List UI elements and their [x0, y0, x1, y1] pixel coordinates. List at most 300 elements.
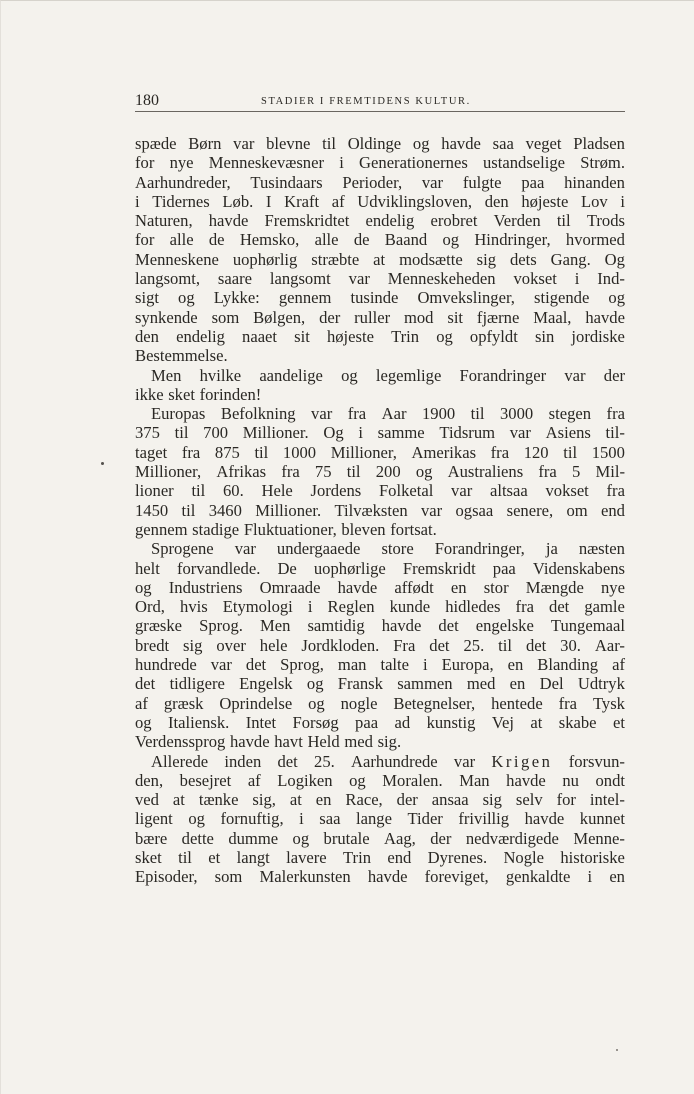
word: brutale	[323, 828, 370, 848]
word: Sprogene	[151, 539, 214, 559]
word: i	[358, 423, 363, 443]
word: og	[415, 462, 433, 482]
word: kunnet	[579, 809, 625, 829]
text-line	[135, 655, 625, 674]
word: 120	[523, 442, 549, 462]
word: blevne	[266, 134, 311, 153]
word: Menneskene	[135, 249, 219, 269]
word: end	[601, 500, 625, 520]
word: hidledes	[445, 597, 501, 617]
word: det	[245, 655, 267, 675]
word: et	[612, 712, 625, 732]
word: Trin	[343, 847, 371, 867]
word: havt	[274, 732, 303, 752]
word: ogsaa	[455, 500, 494, 520]
word: uophørlige	[313, 558, 386, 578]
word: i	[339, 153, 344, 173]
word: forsvun-	[568, 751, 625, 771]
word: Verden	[493, 211, 541, 231]
word: samme	[377, 423, 425, 443]
word: Menneskeheden	[387, 269, 496, 289]
word: i	[574, 269, 580, 289]
word: 30.	[560, 635, 581, 655]
word: 875	[214, 442, 240, 462]
word: Europas	[151, 404, 206, 424]
word: til	[556, 211, 571, 231]
word: sig	[183, 635, 203, 655]
word: tidligere	[169, 674, 225, 694]
word: Millioner.	[242, 423, 309, 443]
word: 60.	[223, 481, 244, 501]
word: Amerikas	[411, 442, 477, 462]
word: Udtryk	[577, 674, 625, 694]
word: der	[396, 790, 418, 810]
word: med	[344, 732, 373, 752]
word: en	[450, 577, 467, 597]
word: ja	[545, 539, 558, 559]
word: var	[233, 134, 255, 153]
word: af	[612, 655, 625, 675]
text-line	[135, 443, 625, 462]
word: Børn	[188, 134, 222, 153]
word: spæde	[135, 134, 177, 153]
word: langsomt	[269, 269, 331, 289]
word: Mil-	[595, 462, 625, 482]
word: opfyldt	[469, 326, 518, 346]
word: over	[216, 635, 246, 655]
word: for	[135, 230, 155, 250]
word: I	[265, 191, 272, 211]
text-line	[135, 288, 625, 307]
word: og	[292, 828, 310, 848]
word: 1450	[135, 500, 169, 520]
word: Fremskridt	[402, 558, 476, 578]
word: fra	[181, 442, 201, 462]
word: og	[349, 770, 366, 790]
word: Europa,	[441, 655, 494, 675]
word: langt	[236, 847, 270, 867]
word: 200	[375, 462, 401, 482]
text-line	[135, 346, 625, 365]
word: man	[337, 655, 367, 675]
word: 25.	[463, 635, 485, 655]
word: som	[211, 307, 240, 327]
word: var	[234, 539, 256, 559]
word: Ord,	[135, 597, 165, 617]
text-line	[135, 308, 625, 327]
word: til	[346, 462, 361, 482]
word: en	[315, 790, 332, 810]
word: Lov	[580, 191, 608, 211]
word: Held	[307, 732, 340, 752]
word: Omvekslinger,	[417, 288, 515, 308]
word: Afrikas	[216, 462, 267, 482]
word: ansaa	[431, 790, 469, 810]
word: Logiken	[277, 770, 333, 790]
word: bære	[135, 828, 168, 848]
word: og	[608, 288, 625, 308]
text-line	[135, 250, 625, 269]
word: selv	[515, 790, 543, 810]
word: Videnskabens	[532, 558, 625, 578]
word: 75	[314, 462, 332, 482]
word: Tungemaal	[550, 616, 625, 636]
word: saare	[217, 269, 252, 289]
word: helt	[135, 558, 160, 578]
word: hentede	[491, 693, 543, 713]
word: gennem	[135, 519, 188, 539]
word: Tysk	[592, 693, 625, 713]
word: Race,	[345, 790, 383, 810]
word: ligent	[135, 809, 173, 829]
word: ad	[394, 712, 411, 732]
word: Forsøg	[292, 712, 339, 732]
word: fra	[606, 481, 625, 501]
page-header	[135, 91, 625, 112]
word: Perioder,	[342, 172, 403, 192]
word: næsten	[578, 539, 625, 559]
word: 3460	[208, 500, 242, 520]
word: De	[277, 558, 297, 578]
word: ustandselige	[483, 153, 566, 173]
word: Gang.	[550, 249, 591, 269]
word: var	[420, 500, 443, 520]
word: Løb.	[222, 191, 254, 211]
word: dette	[181, 828, 214, 848]
text-line	[135, 694, 625, 713]
word: de	[208, 230, 225, 250]
text-line	[135, 539, 625, 558]
word: 1500	[591, 442, 625, 462]
word: ruller	[354, 307, 391, 327]
word: alle	[314, 230, 339, 250]
word: fornuftig,	[220, 809, 284, 829]
word: i	[422, 655, 428, 675]
word: fra	[606, 404, 625, 424]
word: i	[299, 809, 304, 829]
word: Bestemmelse.	[135, 346, 228, 366]
text-line	[135, 597, 625, 616]
word: var	[348, 269, 370, 289]
word: at	[530, 712, 543, 732]
word: synkende	[135, 307, 198, 327]
word: 1000	[282, 442, 317, 462]
word: Sprog,	[280, 655, 324, 675]
text-line	[135, 462, 625, 481]
word: sig	[476, 249, 497, 269]
word: i	[587, 867, 593, 887]
word: aandelige	[259, 365, 323, 385]
text-line	[135, 713, 625, 732]
word: Omraade	[259, 577, 321, 597]
word: Hele	[261, 481, 293, 501]
word: Aag,	[384, 828, 416, 848]
word: altsaa	[489, 481, 528, 501]
word: ved	[135, 790, 159, 810]
word: og	[436, 326, 453, 346]
word: havde	[367, 867, 408, 887]
word: forinden!	[199, 384, 262, 404]
word: til	[191, 481, 206, 501]
word: af	[331, 191, 345, 211]
text-line	[135, 732, 625, 751]
word: sit	[447, 307, 464, 327]
word: den,	[135, 770, 164, 790]
word: Moralen.	[382, 770, 443, 790]
word: og	[188, 809, 205, 829]
word: Australiens	[447, 462, 524, 482]
word: sig,	[252, 790, 276, 810]
word: paa	[492, 558, 516, 578]
word: der	[430, 828, 452, 848]
word: stræbte	[311, 249, 360, 269]
word: vokset	[545, 481, 589, 501]
word: Jordens	[310, 481, 362, 501]
word: var	[564, 365, 586, 385]
word: havde	[524, 809, 565, 829]
text-line	[135, 578, 625, 597]
word: modsætte	[399, 249, 463, 269]
word: sin	[534, 326, 555, 346]
word: Italiensk.	[168, 712, 230, 732]
word: sit	[294, 326, 310, 346]
word: og	[412, 134, 430, 153]
word: højeste	[326, 326, 374, 346]
word: havde	[381, 616, 422, 636]
word: et	[208, 847, 221, 867]
word: historiske	[560, 847, 625, 867]
word: Folketal	[378, 481, 434, 501]
word: lavere	[286, 847, 327, 867]
word: og	[135, 712, 152, 732]
word: ondt	[595, 770, 625, 790]
word: 3000	[499, 404, 534, 424]
word: endelig	[176, 326, 225, 346]
word: uophørlig	[232, 249, 298, 269]
word: Kraft	[284, 191, 320, 211]
body-text	[135, 134, 625, 887]
word: til	[322, 134, 336, 153]
word: at	[172, 790, 185, 810]
word: sket	[168, 384, 195, 404]
margin-mark	[101, 462, 104, 465]
word: til	[563, 442, 578, 462]
word: Del	[539, 674, 564, 694]
word: gennem	[278, 288, 332, 308]
word: det	[525, 635, 547, 655]
word: til-	[605, 423, 625, 443]
word: Men	[151, 365, 182, 385]
word: højeste	[521, 191, 569, 211]
word: intel-	[589, 790, 625, 810]
word: Tidernes	[152, 191, 210, 211]
word: 5	[571, 462, 581, 482]
word: Malerkunsten	[259, 867, 351, 887]
word: havde	[585, 307, 625, 327]
text-line	[135, 636, 625, 655]
word: stadige	[192, 519, 240, 539]
text-line	[135, 771, 625, 790]
word: nedværdigede	[465, 828, 559, 848]
word: paa	[355, 712, 379, 732]
word: Tilvæksten	[334, 500, 408, 520]
word: som	[214, 867, 243, 887]
word: Aar	[381, 404, 407, 424]
text-line	[135, 752, 625, 771]
text-line	[135, 616, 625, 635]
word: Baand	[384, 230, 428, 250]
word: bredt	[135, 635, 170, 655]
word: og	[308, 693, 325, 713]
word: Trin	[391, 326, 420, 346]
word: ikke	[135, 384, 164, 404]
word: sket	[135, 847, 162, 867]
word: det	[549, 597, 570, 617]
word: og	[178, 288, 195, 308]
word: til	[178, 847, 192, 867]
text-line	[135, 269, 625, 288]
text-line	[135, 674, 625, 693]
word: Millioner.	[255, 500, 322, 520]
word: nye	[169, 153, 194, 173]
word: Trods	[586, 211, 625, 231]
text-line	[135, 230, 625, 249]
word: hvis	[180, 597, 208, 617]
word: Asiens	[545, 423, 591, 443]
text-line	[135, 211, 625, 230]
word: var	[451, 481, 473, 501]
word: Fremskridtet	[264, 211, 350, 231]
word: for	[556, 790, 576, 810]
word: 700	[203, 423, 229, 443]
word: sigt	[135, 288, 159, 308]
word: lioner	[135, 481, 174, 501]
word: Jordkloden.	[301, 635, 380, 655]
word: og	[306, 674, 324, 694]
word: græske	[135, 616, 183, 636]
page-number: 180	[135, 92, 159, 109]
word: Nogle	[503, 847, 545, 867]
foot-mark	[616, 1049, 618, 1051]
word: Generationernes	[359, 153, 468, 173]
word: havde	[441, 134, 481, 153]
word: Og	[323, 423, 344, 443]
word: nye	[601, 577, 625, 597]
word: hvilke	[199, 365, 242, 385]
word: en	[609, 867, 625, 887]
word: det	[135, 674, 156, 694]
word: til	[174, 423, 189, 443]
word: Udviklingsloven,	[357, 191, 473, 211]
word: var	[453, 751, 476, 771]
word: fra	[538, 462, 557, 482]
word: Aar-	[594, 635, 625, 655]
word: havde	[337, 577, 378, 597]
word: til	[470, 404, 485, 424]
word: Mængde	[525, 577, 584, 597]
word: sammen	[397, 674, 453, 694]
word: Hindringer,	[474, 230, 551, 250]
text-line	[135, 173, 625, 192]
word: for	[135, 153, 155, 173]
word: legemlige	[375, 365, 442, 385]
text-line	[135, 481, 625, 500]
word: 25.	[314, 751, 335, 771]
word: en	[509, 674, 526, 694]
word: Maal,	[533, 307, 572, 327]
word: med	[466, 674, 496, 694]
text-line	[135, 829, 625, 848]
text-line	[135, 366, 625, 385]
text-line	[135, 848, 625, 867]
word: hvormed	[565, 230, 625, 250]
word: at	[289, 790, 302, 810]
word: Episoder,	[135, 867, 198, 887]
text-line	[135, 520, 625, 539]
text-line	[135, 867, 625, 886]
word: Verdenssprog	[135, 732, 226, 752]
word: saa	[319, 809, 341, 829]
word: stegen	[548, 404, 592, 424]
word: dumme	[228, 828, 279, 848]
word: fortsat.	[390, 519, 437, 539]
word: i	[307, 597, 313, 617]
word: bleven	[341, 519, 386, 539]
word: i	[135, 191, 140, 211]
word: fra	[347, 404, 367, 424]
word: hinanden	[564, 172, 625, 192]
word: de	[353, 230, 370, 250]
emphasized-word: Krigen	[491, 751, 553, 771]
word: affødt	[394, 577, 434, 597]
word: en	[507, 655, 524, 675]
word: Industriens	[168, 577, 243, 597]
text-line	[135, 134, 625, 153]
word: lange	[356, 809, 392, 829]
word: Menneskevæsner	[208, 153, 324, 173]
text-line	[135, 790, 625, 809]
word: Forandringer	[459, 365, 547, 385]
word: Fransk	[337, 674, 383, 694]
word: til	[254, 442, 269, 462]
word: genkaldte	[505, 867, 571, 887]
word: saa	[492, 134, 514, 153]
word: gamle	[584, 597, 625, 617]
word: kunde	[389, 597, 431, 617]
word: og	[341, 365, 358, 385]
word: var	[311, 404, 333, 424]
word: jordiske	[571, 326, 625, 346]
word: vokset	[513, 269, 557, 289]
word: Dyrenes.	[427, 847, 488, 867]
word: end	[387, 847, 412, 867]
word: 1900	[421, 404, 456, 424]
word: om	[566, 500, 588, 520]
word: hundrede	[135, 655, 197, 675]
word: i	[620, 191, 625, 211]
word: Forandringer,	[434, 539, 525, 559]
word: var	[210, 655, 232, 675]
word: af	[135, 693, 148, 713]
word: nu	[562, 770, 579, 790]
text-line	[135, 423, 625, 442]
word: forvandlede.	[176, 558, 261, 578]
word: store	[381, 539, 414, 559]
word: Oldinge	[347, 134, 402, 153]
text-line	[135, 192, 625, 211]
word: fulgte	[462, 172, 502, 192]
word: det	[429, 635, 450, 655]
